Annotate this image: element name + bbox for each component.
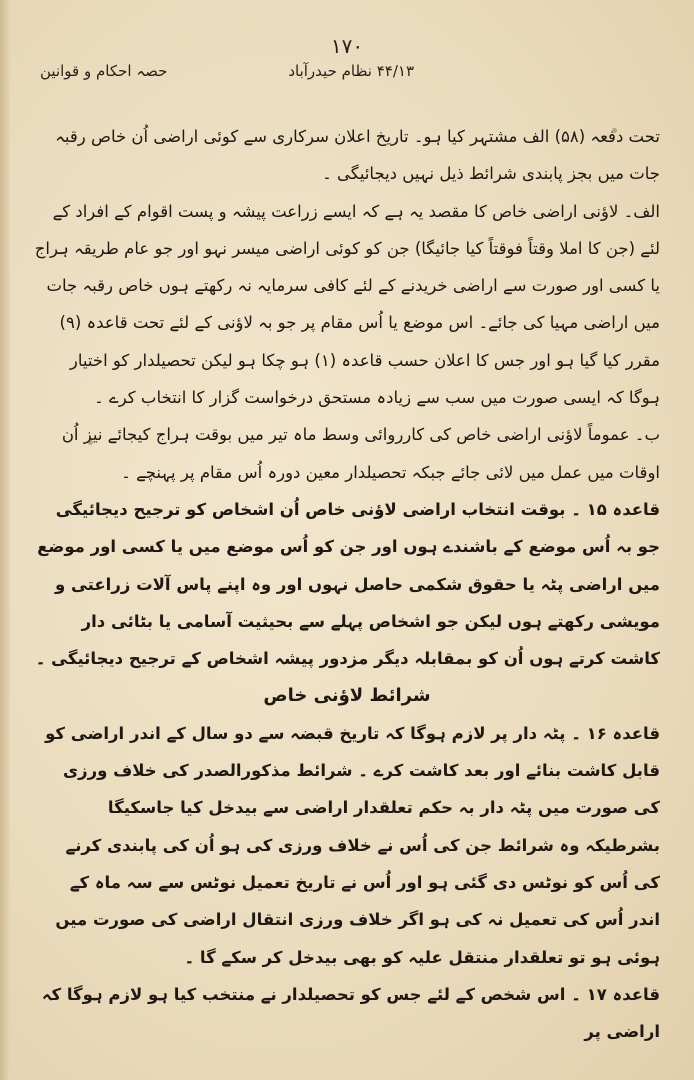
paragraph-alif: الف۔ لاؤنی اراضی خاص کا مقصد یہ ہے کہ ایسے زراعت پیشہ و پست اقوام کے افراد کے لئے (جن کا املا وقتاً فوقتاً کیا جائیگا) جن کو کوئی اراضی میسر نہو اور جو عام طریقہ ہراج یا کسی اور صورت سے اراضی خریدنے کے لئے کافی سرمایہ نہ رکھتے ہوں خاص رقبہ جات میں اراضی مہیا کی جائے۔ اس موضع یا اُس مقام پر جو بہ لاؤنی کے لئے تحت قاعدہ (۹) مقرر کیا گیا ہو اور جس کا اعلان حسب قاعدہ (۱) ہو چکا ہو لیکن تحصیلدار کو اختیار ہوگا کہ ایسی صورت میں سب سے زیادہ مستحق درخواست گزار کا انتخاب کرے ۔ <box>34 201 660 408</box>
header-center: ۴۴/۱۳ نظام حیدرآباد <box>288 62 414 80</box>
page-number: ۱۷۰ <box>330 34 364 58</box>
paragraph-dafa-58: تحت دفعہ (۵۸) الف مشتہر کیا ہو۔ تاریخ اعلان سرکاری سے کوئی اراضی اُن خاص رقبہ جات میں بجز پابندی شرائط ذیل نہیں دیجائیگی ۔ <box>55 127 660 184</box>
paragraph-be: ب۔ عموماً لاؤنی اراضی خاص کی کارروائی وسط ماہ تیر میں بوقت ہراج کیجائے نیز اُن اوقات میں عمل میں لائی جائے جبکہ تحصیلدار معین دورہ اُس مقام پر پہنچے ۔ <box>61 425 660 482</box>
rule-17: قاعدہ ۱۷ ۔ اس شخص کے لئے جس کو تحصیلدار نے منتخب کیا ہو لازم ہوگا کہ اراضی پر <box>41 984 660 1042</box>
header-section-title: حصہ احکام و قوانین <box>40 62 168 80</box>
section-heading: شرائط لاؤنی خاص <box>263 685 431 707</box>
rule-15: قاعدہ ۱۵ ۔ بوقت انتخاب اراضی لاؤنی خاص اُن اشخاص کو ترجیح دیجائیگی جو بہ اُس موضع کے باشندے ہوں اور جن کو اُس موضع میں یا کسی اور موضع میں اراضی پٹہ یا حقوق شکمی حاصل نہوں اور وہ اپنے پاس آلات زراعتی و مویشی رکھتے ہوں لیکن جو اشخاص پہلے سے بحیثیت آسامی یا بٹائی دار کاشت کرتے ہوں اُن کو بمقابلہ دیگر مزدور پیشہ اشخاص کے ترجیح دیجائیگی ۔ <box>35 499 660 669</box>
document-body <box>34 118 660 1068</box>
rule-16: قاعدہ ۱۶ ۔ پٹہ دار پر لازم ہوگا کہ تاریخ قبضہ سے دو سال کے اندر اراضی کو قابل کاشت بنائے اور بعد کاشت کرے ۔ شرائط مذکورالصدر کی خلاف ورزی کی صورت میں پٹہ دار بہ حکم تعلقدار اراضی سے بیدخل کیا جاسکیگا بشرطیکہ وہ شرائط جن کی اُس نے خلاف ورزی کی ہو اُن کی پابندی کرنے کی اُس کو نوٹس دی گئی ہو اور اُس نے تاریخ تعمیل نوٹس سے سہ ماہ کے اندر اُس کی تعمیل نہ کی ہو اگر خلاف ورزی انتقال اراضی کی صورت میں ہوئی ہو تو تعلقدار منتقل علیہ کو بھی بیدخل کر سکے گا ۔ <box>45 723 660 967</box>
page-edge <box>0 0 10 1080</box>
running-header <box>40 62 654 92</box>
